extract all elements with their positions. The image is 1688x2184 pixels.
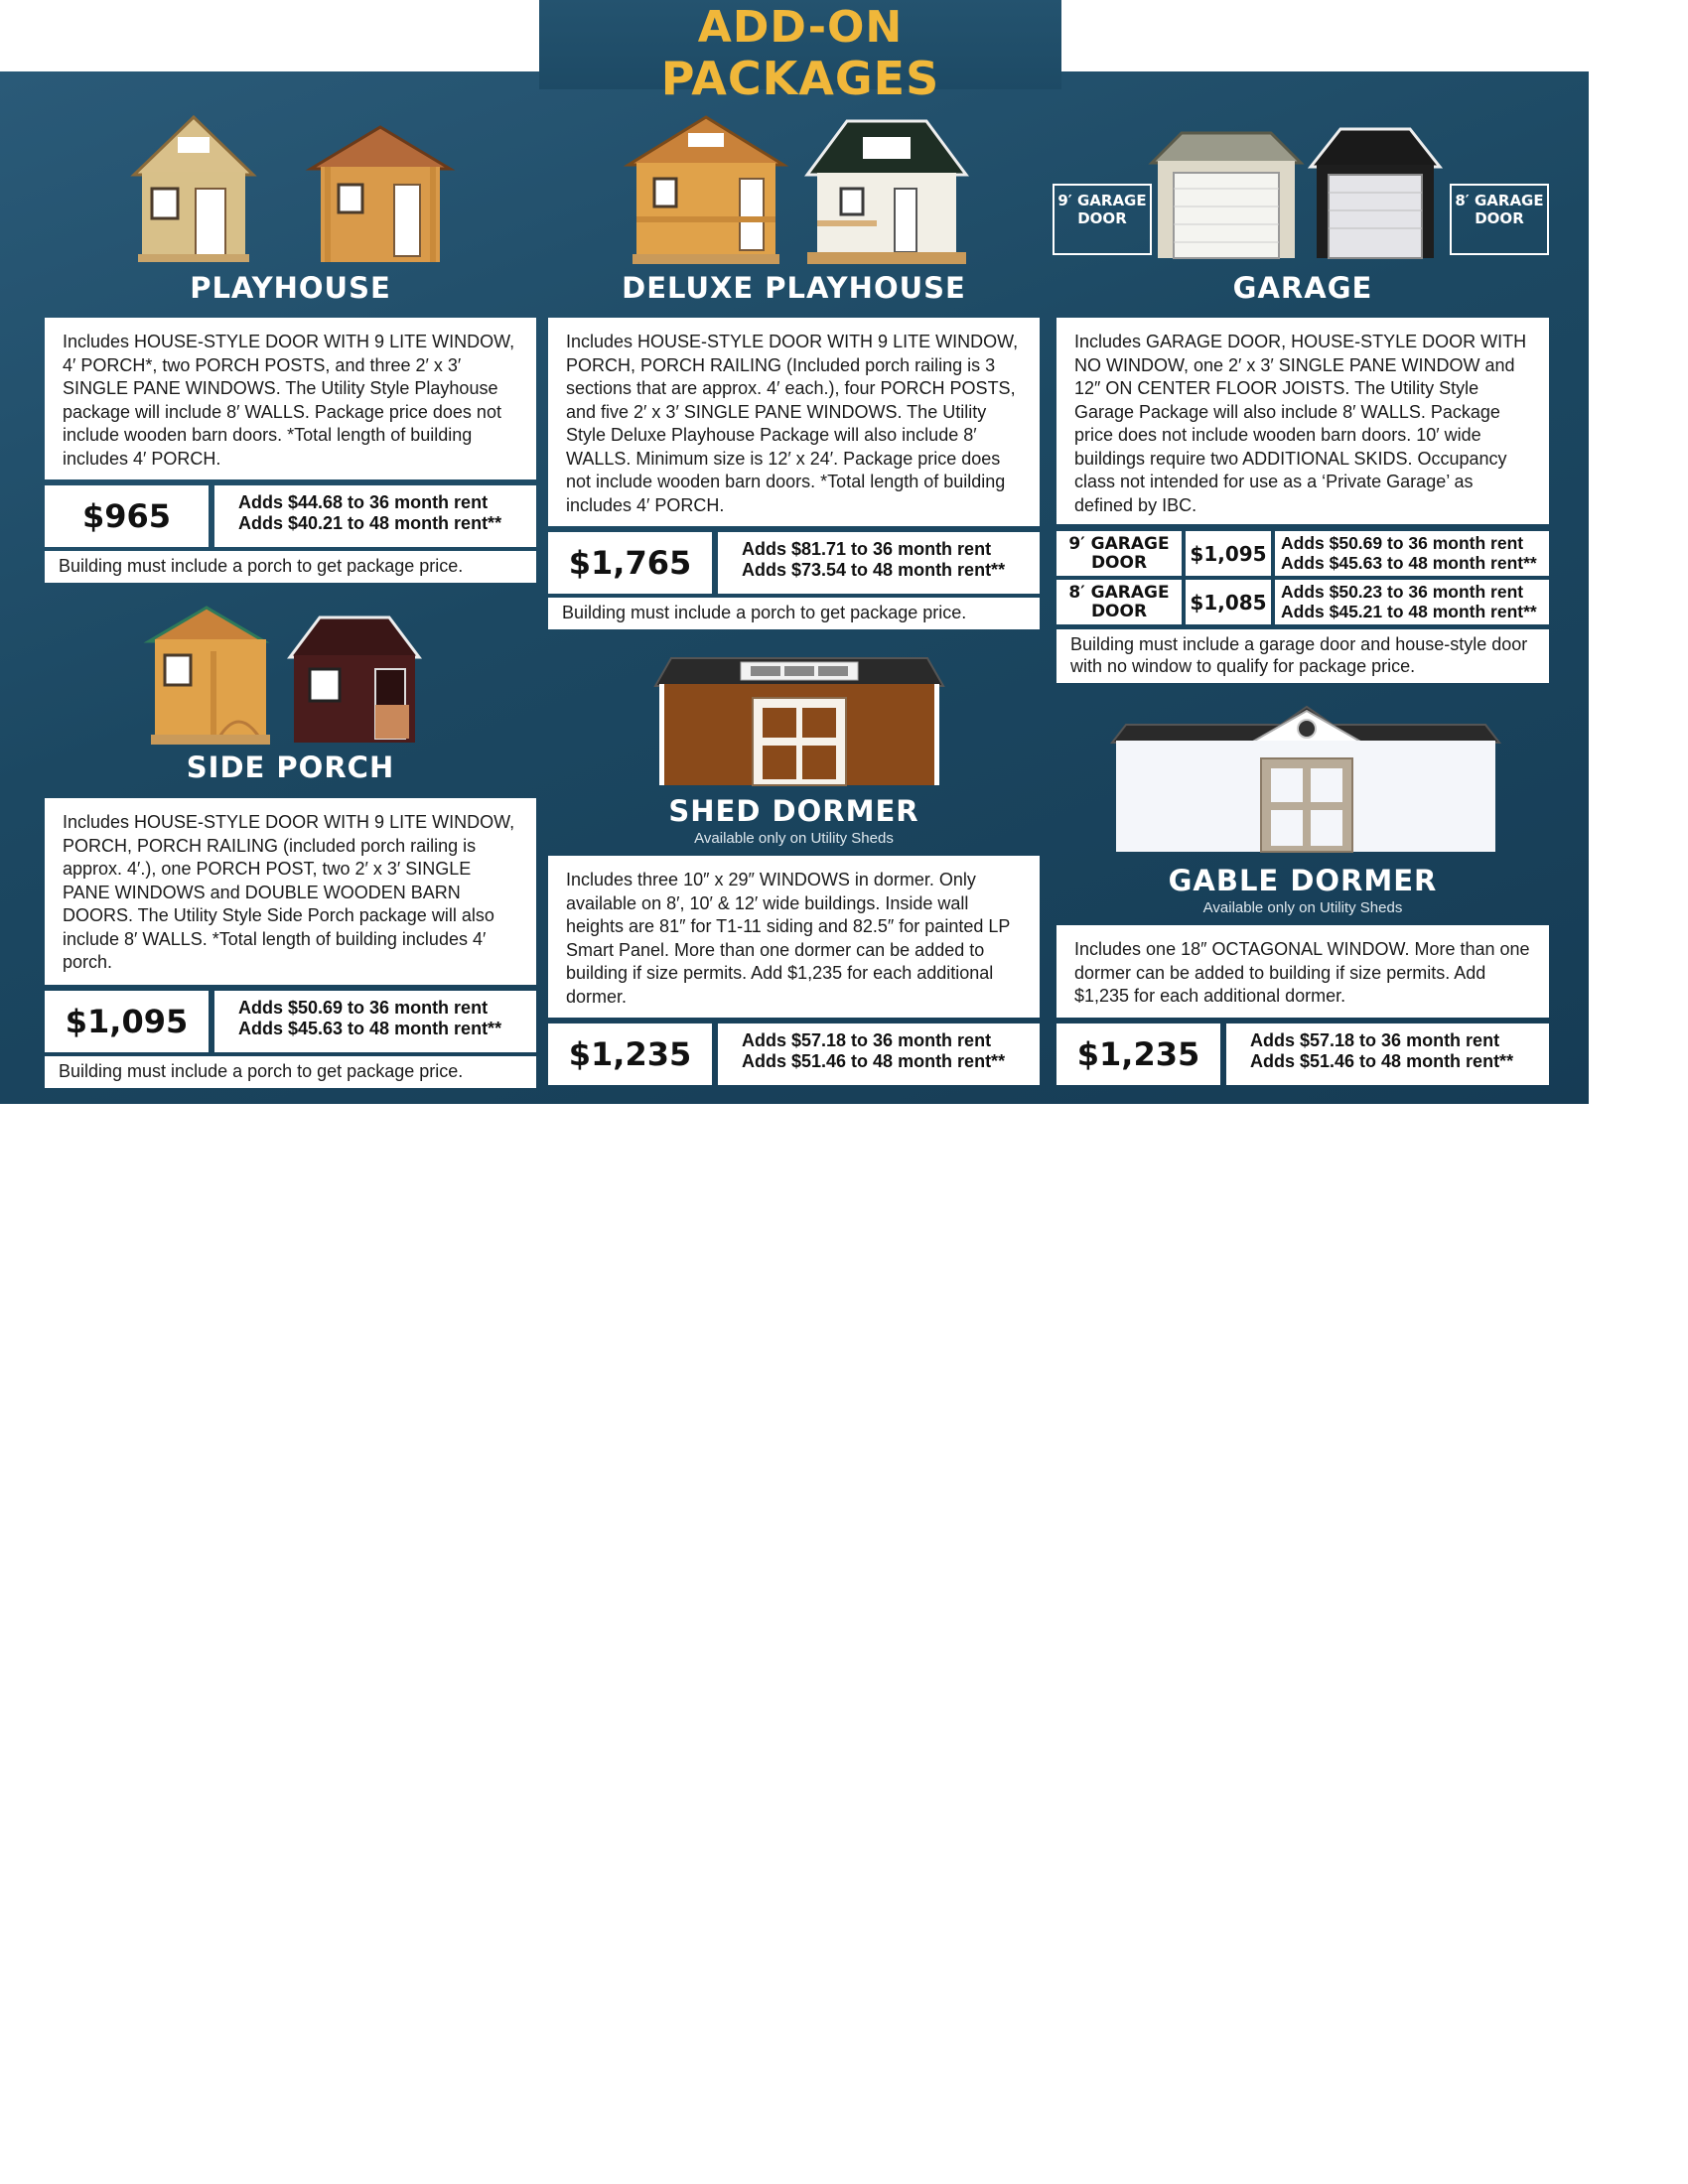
- gable-dormer-description: Includes one 18″ OCTAGONAL WINDOW. More than one dormer can be added to building if size permits. Add $1,235 for each additional dormer.: [1056, 925, 1549, 1018]
- garage-row-8-door: 8′ GARAGE DOOR: [1056, 580, 1182, 624]
- deluxe-playhouse-rent-36: Adds $81.71 to 36 month rent: [742, 539, 992, 559]
- deluxe-playhouse-image: [629, 117, 966, 266]
- playhouse-rent-36: Adds $44.68 to 36 month rent: [238, 492, 489, 512]
- playhouse-description: Includes HOUSE-STYLE DOOR WITH 9 LITE WINDOW, 4′ PORCH*, two PORCH POSTS, and three 2′ x 3′ SINGLE PANE WINDOWS. The Utility Style Playhouse package will include 8′ WALLS. Package price does not include wooden barn doors. *Total length of building includes 4′ PORCH.: [45, 318, 536, 479]
- garage-note: Building must include a garage door and house-style door with no window to qualify for package price.: [1056, 629, 1549, 683]
- garage-row-8-rent: [1275, 580, 1549, 624]
- garage-image: [1152, 127, 1450, 262]
- shed-dormer-heading: SHED DORMER: [668, 794, 919, 828]
- deluxe-playhouse-rent-48: Adds $73.54 to 48 month rent**: [742, 560, 1006, 580]
- gable-dormer-rent-48: Adds $51.46 to 48 month rent**: [1250, 1051, 1514, 1071]
- garage-row-8-price: $1,085: [1186, 580, 1271, 624]
- playhouse-image: [134, 117, 452, 264]
- shed-dormer-rent-36: Adds $57.18 to 36 month rent: [742, 1030, 992, 1050]
- garage-row-9-door: 9′ GARAGE DOOR: [1056, 531, 1182, 576]
- garage-row-9-price: $1,095: [1186, 531, 1271, 576]
- gable-dormer-subtitle: Available only on Utility Sheds: [1202, 899, 1403, 916]
- side-porch-heading: SIDE PORCH: [186, 751, 395, 784]
- side-porch-rent-48: Adds $45.63 to 48 month rent**: [238, 1019, 502, 1038]
- garage-door-8-label: 8′ GARAGE DOOR: [1450, 184, 1549, 255]
- garage-door-9-label: 9′ GARAGE DOOR: [1053, 184, 1152, 255]
- deluxe-playhouse-note: Building must include a porch to get package price.: [548, 598, 1040, 629]
- side-porch-price: $1,095: [45, 991, 209, 1052]
- side-porch-note: Building must include a porch to get package price.: [45, 1056, 536, 1088]
- playhouse-heading: PLAYHOUSE: [190, 271, 391, 305]
- shed-dormer-rent-48: Adds $51.46 to 48 month rent**: [742, 1051, 1006, 1071]
- page-title-line2: PACKAGES: [660, 52, 940, 105]
- side-porch-image: [149, 606, 427, 747]
- playhouse-rent: [214, 485, 536, 547]
- garage-row-9-rent: [1275, 531, 1549, 576]
- gable-dormer-rent: [1226, 1024, 1549, 1085]
- garage-row-8-rent-36: Adds $50.23 to 36 month rent: [1281, 582, 1524, 602]
- side-porch-description: Includes HOUSE-STYLE DOOR WITH 9 LITE WINDOW, PORCH, PORCH RAILING (included porch railing is approx. 4′.), one PORCH POST, two 2′ x 3′ SINGLE PANE WINDOWS and DOUBLE WOODEN BARN DOORS. The Utility Style Side Porch package will also include 8′ WALLS. *Total length of building includes 4′ porch.: [45, 798, 536, 985]
- playhouse-note: Building must include a porch to get package price.: [45, 551, 536, 583]
- gable-dormer-price: $1,235: [1056, 1024, 1220, 1085]
- shed-dormer-price: $1,235: [548, 1024, 712, 1085]
- shed-dormer-image: [655, 650, 943, 789]
- deluxe-playhouse-rent: [718, 532, 1040, 594]
- gable-dormer-image: [1112, 707, 1499, 856]
- gable-dormer-rent-36: Adds $57.18 to 36 month rent: [1250, 1030, 1500, 1050]
- shed-dormer-rent: [718, 1024, 1040, 1085]
- playhouse-rent-48: Adds $40.21 to 48 month rent**: [238, 513, 502, 533]
- side-porch-rent: [214, 991, 536, 1052]
- playhouse-price: $965: [45, 485, 209, 547]
- garage-row-9-rent-48: Adds $45.63 to 48 month rent**: [1281, 553, 1537, 573]
- shed-dormer-subtitle: Available only on Utility Sheds: [694, 830, 894, 847]
- shed-dormer-description: Includes three 10″ x 29″ WINDOWS in dormer. Only available on 8′, 10′ & 12′ wide buildings. Inside wall heights are 81″ for T1-11 siding and 82.5″ for painted LP Smart Panel. More than one dormer can be added to building if size permits. Add $1,235 for each additional dormer.: [548, 856, 1040, 1018]
- deluxe-playhouse-price: $1,765: [548, 532, 712, 594]
- side-porch-rent-36: Adds $50.69 to 36 month rent: [238, 998, 489, 1018]
- deluxe-playhouse-heading: DELUXE PLAYHOUSE: [622, 271, 966, 305]
- gable-dormer-heading: GABLE DORMER: [1168, 864, 1438, 897]
- garage-row-8-rent-48: Adds $45.21 to 48 month rent**: [1281, 602, 1537, 621]
- page-title-line1: ADD-ON: [697, 2, 904, 53]
- garage-heading: GARAGE: [1232, 271, 1373, 305]
- garage-description: Includes GARAGE DOOR, HOUSE-STYLE DOOR WITH NO WINDOW, one 2′ x 3′ SINGLE PANE WINDOW and 12″ ON CENTER FLOOR JOISTS. The Utility Style Garage Package will also include 8′ WALLS. Package price does not include wooden barn doors. 10′ wide buildings require two ADDITIONAL SKIDS. Occupancy class not intended for use as a ‘Private Garage’ as defined by IBC.: [1056, 318, 1549, 524]
- deluxe-playhouse-description: Includes HOUSE-STYLE DOOR WITH 9 LITE WINDOW, PORCH, PORCH RAILING (Included porch railing is 3 sections that are approx. 4′ each.), four PORCH POSTS, and five 2′ x 3′ SINGLE PANE WINDOWS. The Utility Style Deluxe Playhouse Package will also include 8′ WALLS. Minimum size is 12′ x 24′. Package price does not include wooden barn doors. *Total length of building includes 4′ PORCH.: [548, 318, 1040, 526]
- garage-row-9-rent-36: Adds $50.69 to 36 month rent: [1281, 533, 1524, 553]
